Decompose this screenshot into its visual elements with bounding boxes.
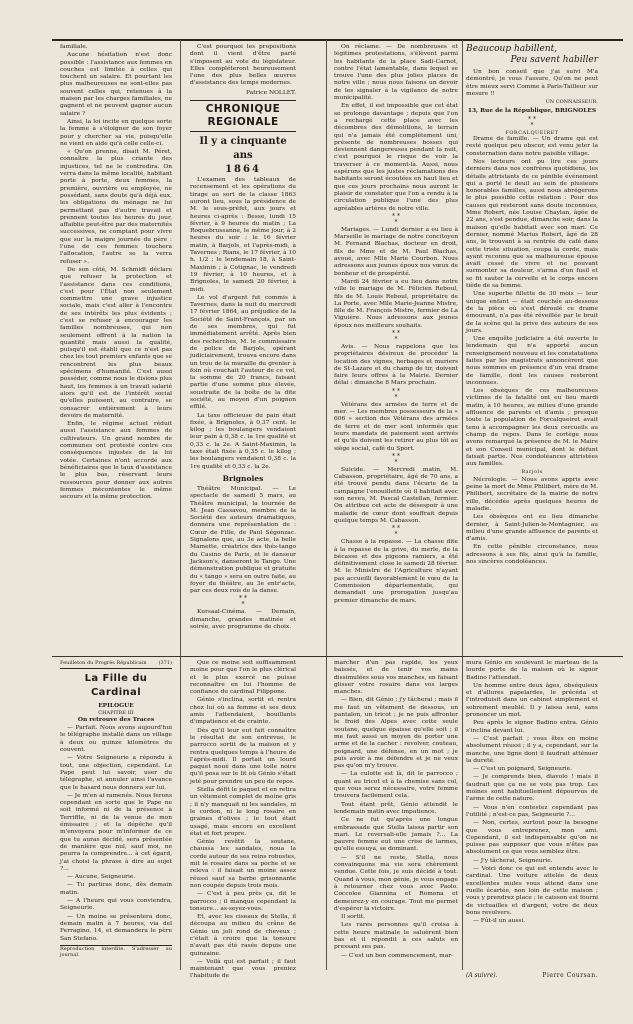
paragraph: Ce ne fut qu'après une longue embrassade que Stella laissa partir son mari. Le reversali-elle jamais ?... La pauvre femme eut une crise de larmes, qu'elle essuya, se dominant.: [334, 817, 458, 853]
feuilleton-footer: [466, 972, 598, 979]
paragraph: — C'est un bon commencement, mar-: [341, 952, 454, 959]
feuilleton-column-3: [334, 660, 458, 970]
column-divider: [462, 40, 463, 660]
column-divider: [462, 660, 463, 970]
feuilleton-header: Feuilleton du Progrès Républicain: [60, 660, 147, 666]
paragraph: Et, avec les ciseaux de Stella, il découpa au milieu du crâne de Génio un joli rond de cheveux ; c'était à croire que la tonsure n'avait pas été rasée depuis une quinzaine.: [190, 914, 296, 957]
ad-address: 13, Rue de la République, BRIGNOLES: [467, 107, 597, 115]
paragraph: — C'est un poignard, Seigneurie.: [473, 766, 573, 773]
paragraph: — Voilà qui est parfait ; il faut maintenant que vous preniez l'habitude de: [190, 958, 296, 980]
paragraph: Les obsèques ont eu lieu dimanche dernier, à Saint-Julien-le-Montagnier, au milieu d'une grande affluence de parents et d'amis.: [466, 514, 598, 543]
paragraph: Une enquête judiciaire a été ouverte le lendemain qui n'a apporté aucun renseignement nouveau et les constatations faites par les magistrats annoncèrent que nous sommes en présence d'un vrai drame de famille, dont les causes resteront inconnues.: [466, 336, 598, 386]
paragraph: Génio revêtit la soutane, chaussa les sandales, noua la corde autour de ses reins robustes, mit le rosaire dans sa poche et se releva : il faisait un moine assez réussi sauf sa barbe grisonnante non coupée depuis trois mois.: [190, 839, 296, 889]
feuilleton-title: La Fille du Cardinal: [84, 673, 148, 699]
ad-headline: Peu savent habiller: [510, 55, 598, 65]
paragraph: — Je m'en ai ramenés. Nous ferons cependant en sorte que le Pape ne soit informé ni de la présence à Terriffle, ni de la venue de mon émissaire ; et la dépêche qu'il m'envoyera pour m'informer de ce que tu auras décidé, sera présentée de manière que nul, sauf moi, ne pourra la comprendre... à cet égard, j'ai choisi la phrase à dire au sujet ?...: [60, 792, 172, 872]
signature: Patrice NOLLET.: [246, 89, 296, 96]
paragraph: — Je comprends bien, diavolo ! mais il faudrait que ça ne se vois pas trop. Les moines sont habituellement dépourvus de l'arme de cette nature.: [466, 774, 598, 803]
paragraph: — Aucune, Seigneurie.: [67, 874, 136, 881]
paragraph: Que ce moine soit suffisamment moine pour que l'on le plus clérical et le plus exercé ne puisse reconnaître en lui l'homme de confiance du cardinal Filippone.: [190, 660, 296, 696]
feuilleton-number: (371): [158, 660, 172, 666]
reproduction-notice: Reproduction interdite. S'adresser au journal.: [60, 945, 172, 959]
paragraph: De son côté, M. Schmidt déclare que refuser la protection et l'assistance dans ces conditions, c'est pour l'État non seulement commettre une grave injustice sociale, mais c'est aller à l'encontre de ses intérêts les plus évidents ; c'est se refuser à encourager les familles nombreuses, qui non seulement offrent à la nation la quantité mais aussi la qualité, puisqu'il est établi que ce n'est pas chez les tout premiers enfants que se rencontrent les plus beaux spécimens d'humanité. C'est aussi posséder, comme nous le disions plus haut, les femmes à un travail salarié alors qu'il est de l'intérêt social qu'elles puissent, au contraire, se consacrer entièrement à leurs devoirs de maternité.: [60, 266, 172, 419]
paragraph: Chasse à la repasse. — La chasse dite à la repasse de la grive, du merle, de la bécasse et des pigeons ramiers, a été définitivement close le samedi 28 février. M. le Ministre de l'Agriculture n'ayant pas accueilli favorablement le vœu de la Commission départementale, qui demandait une prorogation jusqu'au premier dimanche de mars.: [334, 539, 458, 604]
paragraph: Le vol d'argent fut commis à Tavernes, dans la nuit du mercredi 17 février 1864, au préjudice de la Société de Saint-François, par un de ses membres, qui fut immédiatement arrêté. Après bien des recherches, M. le commissaire de police de Barjols, opérant judiciairement, trouva encore dans un trou de la muraille du grenier à foin où couchait l'auteur de ce vol, la somme de 20 francs, faisant partie d'une somme plus élevée, soustraite de la boîte de la dite société, au moyen d'un poignon effilé.: [190, 294, 296, 411]
town-heading: FORCALQUEIRET: [505, 129, 559, 136]
paragraph: Une superbe fillette de 30 mois — leur unique enfant — était couchée au-dessous de la pièce où s'est déroulé ce drame émouvant, n'a pas été réveillée par le bruit de la scène qui la prive des auteurs de ses jours.: [466, 291, 598, 334]
paragraph: Mariages. — Lundi dernier a eu lieu à Marseille le mariage de notre concitoyen M. Fernand Blachas, docteur en droit, fils de Mme et de M. Paul Blachas, avoué, avec Mlle Marie Courbon. Nous adressons aux jeunes époux nos vœux de bonheur et de prospérité.: [334, 226, 458, 277]
paragraph: Mardi 24 février a eu lieu dans notre ville le mariage de M. Félicien Reboul, fils de M. Louis Reboul, propriétaire de La Porte, avec Mlle Marie-Jeanne Mistre, fille de M. François Mistre, fermier de La Viguière. Nous adressons aux jeunes époux nos meilleurs souhaits.: [334, 278, 458, 329]
paragraph: — La culotte est là, dit le parrocco ; quant au tricot et à la chemise sans col, que vous serez nécessaire, votre femme trouvera facilement cela.: [334, 771, 458, 800]
separator-stars: * * *: [392, 525, 400, 539]
paragraph: Drame de famille. — Un drame qui est resté quelque peu obscur, est venu jeter la consternation dans notre paisible village.: [466, 136, 598, 157]
paragraph: Théâtre Municipal. — Le spectacle de samedi 5 mars, au Théâtre municipal, la tournée de M. Jean Cassavou, membre de la Société des auteurs dramatiques, donnera une représentation de : Cœur de Fille, de Paul Ségonzac. Signalons que, au 3e acte, la belle Mamette, créatrice des thés-tango du Casino de Paris, et le danseur Jackson's, danseront le Tango. Une démonstration publique et gratuite du « tango » sera en outre faite, au foyer du théâtre, au 3e entr'acte, par ces deux rois de la danse.: [190, 485, 296, 595]
paragraph: En effet, il est impossible que cet état se prolonge davantage ; depuis que l'on a rechargé cette place avec les décombres des démolitions, le terrain qui n'a jamais été complètement uni, présente de nombreuses bosses qui deviennent dangereuses pendant la nuit, c'est pourquoi le risque de voir la traverser à ce moment-là. Aussi, nous espérons que les justes réclamations des habitants seront écoutées en haut lieu et que ces jours prochains nous auront le plaisir de constater que l'on a rendu à la circulation publique l'une des plus agréables artères de notre ville.: [334, 103, 458, 212]
paragraph: C'est pourquoi les propositions dont il vient d'être parlé s'imposent au vote du législateur. Elles compléteront heureusement l'une des plus belles œuvres d'assistance des temps modernes.: [190, 44, 296, 87]
chapter-subtitle: On retrouve des Traces: [77, 715, 155, 723]
paragraph: — Votre Seigneurie a répondu à tout, une objection, cependant. Le Pape peut lui savoir, user du télégraphe, et annuler ainsi l'avance que le hasard nous donnera sur lui.: [60, 755, 172, 791]
paragraph: Ainsi, la loi incite en quelque sorte la femme à s'éloigner de son foyer pour y chercher sa vie, puisqu'elle ne vient en aide qu'à celle celle-ci.: [60, 118, 172, 147]
paragraph: — A l'heure qui vous conviendra, Seigneurie.: [60, 898, 172, 912]
paragraph: — S'il ne reste, Stella, nous convainquons ma vie sera chèrement vendue. Cette fois, je suis décidé à tout. Quand à vous, mon génie, je vous engage à retourner chez vous avec Paolo. Coccolee Giannina et Romona et demeurez-y en courage. Tout me permet d'espérer la victoire.: [334, 854, 458, 912]
separator-stars: * * *: [392, 387, 400, 401]
paragraph: « Qu'on prenne, disait M. Péret, connaître la plus criante des injustices, tel ne le contredira. On verra dans la même localité, habitant porte à porte, deux femmes, la première, ouvrière ou employée, ne possédant, sans doute qu'à déjà eux, les obligations du ménage ne lui permettant pas d'autre travail et prennent toutes les heures du jour, affaiblie peut-être par des maternités successives, ne comptant pour vivre que sur la maigre journée du père : l'une de ces femmes touchera l'allocation, l'autre se la verra refuser ».: [60, 149, 172, 265]
article-column-2: [190, 44, 296, 652]
paragraph: mura Génio en soulevant le marteau de la lourde porte de la maison où le signor Badino l'attendait.: [466, 660, 598, 681]
paragraph: La taxe officieuse du pain était fixée, à Brignoles, à 0,37 cent. le kilog ; les boulangers vendaient leur pain à 0,38 c. la 1re qualité et 0,33 c. la 2e. A Saint-Maximin, la taxe était fixée à 0,35 c. le kilog ; les boulangers vendaient 0,38 c. la 1re qualité et 0,33 c. la 2e.: [190, 412, 296, 470]
paragraph: Nécrologie. — Nous avons appris avec peine la mort de Mme Philibert, mère de M. Philibert, secrétaire de la mairie de notre ville, décédée après quelques heures de maladie.: [466, 476, 598, 512]
paragraph: Les obsèques de ces malheureuses victimes de la fatalité ont eu lieu mardi matin, à 10 heures, au milieu d'une grande affluence de parents et d'amis ; presque toute la population de Forcalqueiret avait tenu à accompagner les deux cercueils au champ de repos. Dans le cortège nous avons remarqué la présence de M. le Maire et son Conseil municipal, dont le défunt faisait partie. Nos condoléances attristées aux familles.: [466, 388, 598, 468]
author-name: Pierre Coursan.: [542, 972, 598, 979]
year-heading: 1864: [225, 164, 261, 176]
paragraph: Il sortit.: [341, 914, 365, 921]
paragraph: — Voici donc ce qui est entendu avec le cardinal. Une voiture attelée de deux excellentes mules vous attend dans une ruelle écartée, non loin de cette maison ; vous y prendrez place ; le caisson est fourni de victuailles et d'argent, votre de deux bons revolvers.: [466, 866, 598, 916]
paragraph: Tout étant prêt, Génio attendit le lendemain matin avec impatience.: [334, 801, 458, 815]
town-heading: Brignoles: [222, 473, 264, 483]
ad-signature: UN CONNAISSEUR.: [545, 99, 598, 106]
paragraph: marcher d'un pas rapide, les yeux baissés, et de tenir vos mains dissimulées sous vos manches, en faisant glisser votre rosaire dans vos larges manches.: [334, 660, 458, 696]
paragraph: — Tu partiras donc, dès demain matin.: [60, 882, 172, 896]
paragraph: Nos lecteurs ont pu lire ces jours derniers dans nos confrères quotidiens, les détails attristants de ce pénible événement qui a porté le deuil au sein de plusieurs honorables familles, aussi nous abrégerons le plus possible cette relation : Pour des causes qui resteront sans doute inconnues, Mme Robert, née Louise Chaylan, âgée de 22 ans, s'est pendue, dimanche soir, dans la maison qu'elle habitait avec son mari. Ce dernier, nommé Marius Robert, âgé de 28 ans, le trouvant à sa rentrée du café dans cette triste situation, coupa la corde, mais ayant reconnu que sa malheureuse épouse avait cessé de vivre et ne pouvant surmonter sa douleur, s'arma d'un fusil et se fit sauter la cervelle et le corps encore tiède de sa femme.: [466, 158, 598, 290]
paragraph: Enfin, le régime actuel réduit aussi l'assistance aux femmes de cultivateurs. Un grand nombre de communes ont protesté contre ces conséquences injustes de la loi votée. Certaines n'ont accordé aux bénéficiaires que le taux d'assistance le plus bas, réservant leurs ressources pour donner aux autres femmes mécontentes le même secours et la même protection.: [60, 421, 172, 501]
paragraph: Stella défit le paquet et en retira un vêtement complet de moine gris ; il n'y manquait ni les sandales, ni le cordon, ni le long rosaire en graines d'olives ; le tout était usagé, mais encore en excellent état et fort propre.: [190, 787, 296, 837]
article-column-3: [334, 44, 458, 652]
paragraph: — Vous n'en contestez cependant pas l'utilité ; n'est-ce pas, Seigneurie ?...: [466, 804, 598, 818]
column-divider: [326, 660, 327, 970]
separator-stars: * * *: [528, 115, 536, 129]
column-divider: [180, 40, 181, 660]
column-divider: [180, 660, 181, 970]
chronique-heading: CHRONIQUE REGIONALE: [205, 103, 281, 129]
separator-stars: * * *: [392, 212, 400, 226]
column-divider: [326, 40, 327, 660]
paragraph: Avis. — Nous rappelons que les propriétaires désireux de procéder la location des vignes, herbages et muriers de St-Lazare et du champ de tir, doivent faire leurs offres à la Mairie. Dernier délai : dimanche 8 Mars prochain.: [334, 343, 458, 387]
feuilleton-column-4: [466, 660, 598, 970]
separator-stars: * * *: [392, 329, 400, 343]
paragraph: familiale.: [60, 44, 88, 50]
paragraph: Kursaal-Cinéma. — Demain, dimanche, grandes matinée et soirée, avec programme de choix.: [190, 609, 296, 630]
section-heading: Il y a cinquante ans: [199, 136, 287, 162]
ad-headline: Beaucoup habillent,: [466, 44, 558, 54]
separator-stars: * * *: [392, 452, 400, 466]
paragraph: Vétérans des armées de terre et de mer. — Les membres possesseurs de la « 606 » section des Vétérans des armées de terre et de mer sont informés que leurs mandats de paiement sont arrivés et qu'ils doivent les retirer au plus tôt au siège social, café du Sport.: [334, 401, 458, 452]
paragraph: — Bien, dit Génio ; j'y tâcherai ; mais il me faut un vêtement de dessous, un pantalon, un tricot ; je ne puis affronter le froid des Alpes avec cette seule soutane, quelque épaisse qu'elle soit ; il me faut aussi un moyen de porter une arme et de la cacher : revolver, couteau, poignard, une défense, en un mot ; je puis avoir à me défendre et je ne veux pas qu'on m'y trouve.: [334, 697, 458, 770]
paragraph: Dès qu'il leur eut fait connaître le résultat de son entrevue, le parrocco sortit de la maison et y rentra quelques temps à l'heure de l'après-midi. Il portait un lourd paquet noué dans une toile noire qu'il posa sur le lit où Génio s'était jeté pour prendre un peu de repos.: [190, 727, 296, 785]
paragraph: On réclame. — De nombreuses et légitimes protestations, s'élèvent parmi les habitants de la place Sadi-Carnot, contre l'état lamentable, dans lequel se trouve l'une des plus jolies places de notre ville ; nous nous faisons un devoir de les signaler à la vigilance de notre municipalité.: [334, 44, 458, 102]
paragraph: Un homme entre deux âges, obséquieux et d'allures papelardes, le précéda et l'introduisit dans un cabinet simplement et sobrement meublé. Il y laissa seul, sans prononcer un mot.: [466, 682, 598, 719]
to-be-continued: (A suivre).: [466, 972, 498, 979]
paragraph: — C'est à peu près ça, dit le parrocco ; il manque cependant la tonsure... as-seyez-vous.: [190, 891, 296, 912]
paragraph: Suicide. — Mercredi matin, M. Cabasson, propriétaire, âgé de 70 ans, a été trouvé pendu dans l'écurie de la campagne l'enouillette où il habitait avec son neveu, M. Pascal Castellan, fermier. On attribue cet acte de désespoir à une maladie de cœur dont souffrait depuis quelque temps M. Cabasson.: [334, 466, 458, 524]
paragraph: — Non, certes, surtout pour la besogne que vous entreprenez, mon ami. Cependant, il est indispensable qu'on ne puisse pas supposer que vous n'êtes pas absolument ce que vous semblez être.: [466, 820, 598, 856]
section-divider: [52, 656, 623, 657]
paragraph: — C'est parfait ; vous êtes on moine absolument réussi ; il y a, cependant, sur la manche, une ligne dont il faudrait atténuer la dureté.: [466, 735, 598, 764]
town-heading: Barjols: [521, 469, 543, 476]
paragraph: — Parfait. Nous avons aujourd'hui le télégraphe installé dans un village à deux ou quinze kilomètres du couvent.: [60, 725, 172, 754]
feuilleton-column-2: [190, 660, 296, 980]
feuilleton-column-1: [60, 660, 172, 970]
ad-text: Un bon conseil que j'ai suivi M'a démontré, je vous l'assure, Qu'on ne peut être mieux servi Comme à Paris-Tailleur sur mesure !!: [466, 69, 598, 97]
article-column-1: [60, 44, 172, 652]
separator-stars: * * *: [239, 595, 247, 609]
paragraph: En cette pénible circonstance, nous adressons à ses fils, ainsi qu'à la famille, nos sincères condoléances.: [466, 544, 598, 565]
paragraph: Les rares personnes qu'il croisa à cette heure matinale le saluèrent bien bas et il répondit à ces saluts en pressant ses pas.: [334, 922, 458, 951]
paragraph: — Fût-il un aussi.: [473, 918, 526, 925]
chapter-heading: CHAPITRE III: [98, 709, 134, 716]
top-rule: [52, 39, 623, 41]
epilogue-heading: EPILOGUE: [98, 702, 134, 710]
paragraph: — Un moine se présentera donc, demain matin à 7 heures, via del Ferragino, 14, et demandera le père San Stefano.: [60, 913, 172, 942]
paragraph: Génio s'inclina, sortit et rentra chez lui où sa femme et ses deux amis l'attendaient, bouillants d'impatience et de crainte.: [190, 697, 296, 726]
paragraph: — J'y tâcherai, Seigneurie.: [473, 857, 553, 864]
article-column-4: [466, 44, 598, 652]
paragraph: Peu après le signor Badino entra. Génio s'inclina devant lui.: [466, 720, 598, 734]
paragraph: L'examen des tableaux de recensement et les opérations du tirage au sort de la classe 1863 auront lieu, sous la présidence de M. le sous-préfet, aux jours et heures ci-après : Besse, lundi 15 février, à 9 heures du matin ; La Roquebrussanne, le même jour, à 2 heures du soir ; le 16 février matin, à Barjols, et l'après-midi, à Tavernes ; Rians, le 17 février, à 10 h. 1/2 ; le lendemain 18, à Saint-Maximin ; à Cotignac, le vendredi 19 février, à 10 heures, et à Brignoles, le samedi 20 février, à midi.: [190, 177, 296, 293]
paragraph: Aucune hésitation n'est donc possible : l'assistance aux femmes en couches est limitée à celles qui touchent un salaire. Et pourtant les plus malheureuses ne sont-elles pas souvent celles qui, retenues à la maison par les charges familiales, ne gagnent et ne peuvent gagner aucun salaire ?: [60, 52, 172, 117]
